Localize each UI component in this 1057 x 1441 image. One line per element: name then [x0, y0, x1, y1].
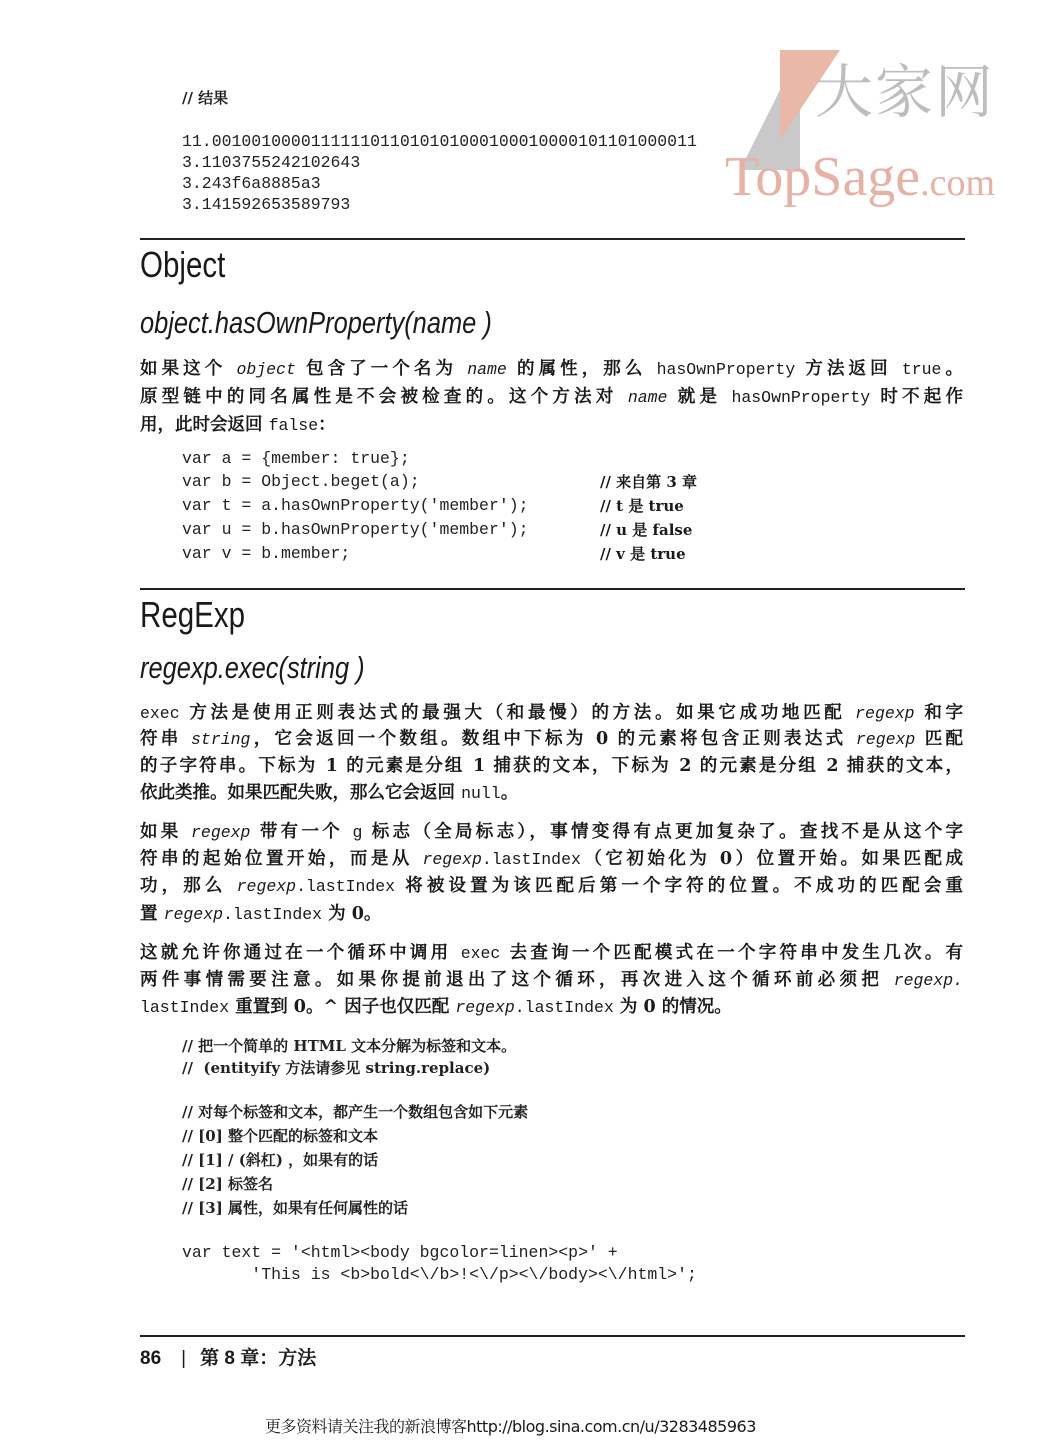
text-run: 包含了一个名为 — [295, 359, 468, 379]
text-run: lastIndex — [140, 998, 230, 1017]
text-run: exec — [140, 704, 180, 723]
paragraph-line — [140, 701, 963, 726]
code-line: var u = b.hasOwnProperty('member'); — [182, 520, 529, 539]
text-run: 为 0。 — [322, 904, 382, 924]
text-run: regexp — [236, 877, 297, 896]
code-comment: // v 是 true — [600, 545, 686, 563]
text-run: 匹配 — [915, 729, 964, 749]
text-run: regexp — [163, 905, 224, 924]
text-run: ： — [318, 415, 336, 435]
section-heading-object: Object — [140, 244, 226, 285]
page-footer — [140, 1343, 316, 1370]
paragraph-line — [140, 995, 963, 1020]
text-run: regexp — [455, 998, 515, 1017]
paragraph-line — [140, 727, 963, 752]
text-run: .lastIndex — [481, 850, 581, 869]
method-heading: object.hasOwnProperty(name ) — [140, 305, 492, 340]
code-comment: // [2] 标签名 — [182, 1175, 274, 1193]
text-run: 和字 — [914, 703, 963, 723]
result-line: 3.243f6a8885a3 — [182, 174, 321, 193]
text-run: 将被设置为该匹配后第一个字符的位置。不成功的匹配会重 — [395, 876, 964, 896]
blog-note: 更多资料请关注我的新浪博客http://blog.sina.com.cn/u/3283485963 — [265, 1417, 756, 1436]
text-run: 的子字符串。下标为 1 的元素是分组 1 捕获的文本，下标为 2 的元素是分组 2 捕获的文本， — [140, 756, 963, 776]
text-run: 如果 — [140, 822, 192, 842]
code-comment: // t 是 true — [600, 497, 684, 515]
text-run: .lastIndex — [223, 905, 323, 924]
result-line: 3.1103755242102643 — [182, 153, 361, 172]
text-run: 重置到 0。^ 因子也仅匹配 — [229, 997, 456, 1017]
text-run: name — [627, 388, 668, 407]
text-run: 符串的起始位置开始，而是从 — [140, 849, 423, 869]
text-run: 方法返回 — [795, 359, 902, 379]
code-line: var a = {member: true}; — [182, 449, 410, 468]
text-run: 原型链中的同名属性是不会被检查的。这个方法对 — [140, 387, 628, 407]
code-comment: // 来自第 3 章 — [600, 473, 698, 491]
section-divider — [140, 238, 965, 240]
text-run: g — [352, 823, 363, 842]
text-run: 用，此时会返回 — [140, 415, 269, 435]
paragraph-line — [140, 847, 963, 872]
text-run: false — [268, 416, 319, 435]
code-comment: // 对每个标签和文本，都产生一个数组包含如下元素 — [182, 1103, 529, 1121]
text-run: regexp — [191, 823, 251, 842]
text-run: 的属性，那么 — [506, 359, 657, 379]
paragraph-line — [140, 874, 963, 899]
code-line: var t = a.hasOwnProperty('member'); — [182, 496, 529, 515]
text-run: regexp. — [893, 971, 963, 990]
code-line: 'This is <b>bold<\/b>!<\/p><\/body><\/html>'; — [182, 1265, 697, 1284]
text-run: regexp — [855, 730, 916, 749]
text-run: 。 — [500, 783, 519, 803]
page-number: 86 — [140, 1348, 162, 1369]
code-line: var v = b.member; — [182, 544, 351, 563]
method-heading: regexp.exec(string ) — [140, 650, 365, 685]
chapter-title: 第 8 章：方法 — [200, 1348, 317, 1369]
text-run: .lastIndex — [296, 877, 396, 896]
text-run: regexp — [855, 704, 915, 723]
text-run: true — [901, 360, 942, 379]
text-run: 就是 — [667, 387, 732, 407]
text-run: 去查询一个匹配模式在一个字符串中发生几次。有 — [500, 943, 964, 963]
code-comment: // [3] 属性，如果有任何属性的话 — [182, 1199, 409, 1217]
paragraph-line — [140, 902, 963, 927]
text-run: 方法是使用正则表达式的最强大（和最慢）的方法。如果它成功地匹配 — [179, 703, 856, 723]
section-heading-regexp: RegExp — [140, 594, 246, 635]
result-line: 11.0010010000111111011010101000100010000101101000011 — [182, 132, 697, 151]
text-run: hasOwnProperty — [656, 360, 796, 379]
text-run: string — [191, 730, 251, 749]
text-run: 置 — [140, 904, 164, 924]
code-comment: // 把一个简单的 HTML 文本分解为标签和文本。 — [182, 1037, 517, 1055]
watermark-cn-text: 大家网 — [815, 58, 996, 126]
text-run: 标志（全局标志），事情变得有点更加复杂了。查找不是从这个字 — [362, 822, 964, 842]
paragraph-line — [140, 781, 963, 806]
text-run: 带有一个 — [250, 822, 353, 842]
topsage-watermark — [720, 40, 1020, 210]
paragraph-line — [140, 968, 963, 993]
text-run: 符串 — [140, 729, 192, 749]
paragraph-line — [140, 941, 963, 966]
text-run: ，它会返回一个数组。数组中下标为 0 的元素将包含正则表达式 — [250, 729, 856, 749]
code-line: var text = '<html><body bgcolor=linen><p>' + — [182, 1243, 618, 1262]
footer-separator: | — [181, 1348, 187, 1369]
text-run: 两件事情需要注意。如果你提前退出了这个循环，再次进入这个循环前必须把 — [140, 970, 894, 990]
code-comment: // (entityify 方法请参见 string.replace) — [182, 1059, 491, 1077]
section-divider — [140, 588, 965, 590]
code-line: var b = Object.beget(a); — [182, 472, 420, 491]
text-run: null — [461, 784, 501, 803]
paragraph-line — [140, 413, 963, 438]
code-comment: // u 是 false — [600, 521, 693, 539]
paragraph-line — [140, 820, 963, 845]
text-run: （它初始化为 0）位置开始。如果匹配成 — [580, 849, 963, 869]
text-run: 依此类推。如果匹配失败，那么它会返回 — [140, 783, 462, 803]
result-line: 3.141592653589793 — [182, 195, 351, 214]
text-run: exec — [460, 944, 501, 963]
text-run: 时不起作 — [870, 387, 964, 407]
text-run: object — [236, 360, 296, 379]
code-comment: // [1] / (斜杠) ，如果有的话 — [182, 1151, 379, 1169]
text-run: .lastIndex — [514, 998, 614, 1017]
footer-divider — [140, 1335, 965, 1337]
code-comment: // [0] 整个匹配的标签和文本 — [182, 1127, 379, 1145]
paragraph-line — [140, 754, 963, 778]
result-comment: // 结果 — [182, 89, 229, 107]
paragraph-line — [140, 385, 963, 410]
paragraph-line — [140, 357, 963, 382]
text-run: 为 0 的情况。 — [613, 997, 732, 1017]
text-run: 这就允许你通过在一个循环中调用 — [140, 943, 461, 963]
text-run: name — [467, 360, 507, 379]
text-run: 功，那么 — [140, 876, 237, 896]
text-run: 。 — [941, 359, 964, 379]
text-run: 如果这个 — [140, 359, 237, 379]
text-run: regexp — [422, 850, 482, 869]
watermark-site: TopSage.com — [725, 146, 996, 208]
text-run: hasOwnProperty — [731, 388, 871, 407]
